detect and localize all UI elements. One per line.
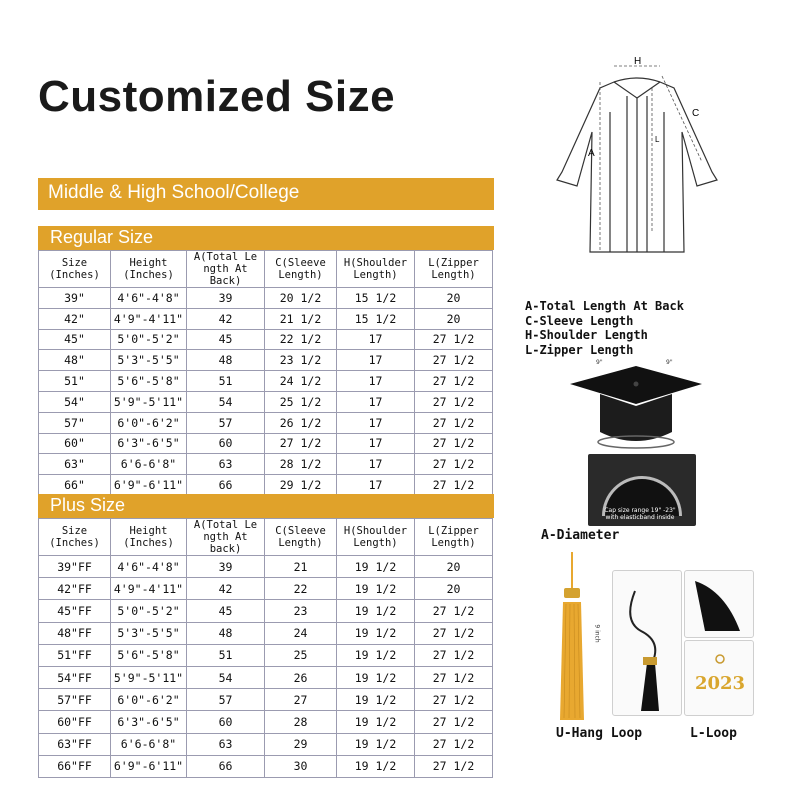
column-header: L(Zipper Length) [415, 251, 493, 288]
table-cell: 42" [39, 308, 111, 329]
cap-dim-left: 9" [596, 359, 603, 366]
table-cell: 6'6-6'8" [111, 454, 187, 475]
table-cell: 51"FF [39, 644, 111, 666]
table-row [39, 644, 493, 666]
legend-item: H-Shoulder Length [525, 328, 648, 342]
table-row [39, 600, 493, 622]
table-header-row [39, 519, 493, 556]
gown-label-a: A [588, 148, 595, 159]
table-cell: 17 [337, 350, 415, 371]
table-cell: 19 1/2 [337, 600, 415, 622]
table-cell: 23 1/2 [265, 350, 337, 371]
table-cell: 54 [187, 391, 265, 412]
table-cell: 66 [187, 475, 265, 496]
table-row [39, 733, 493, 755]
table-cell: 23 [265, 600, 337, 622]
table-cell: 57"FF [39, 689, 111, 711]
table-cell: 29 [265, 733, 337, 755]
table-row [39, 308, 493, 329]
page-title: Customized Size [38, 72, 396, 121]
category-banner: Middle & High School/College [38, 178, 494, 210]
table-cell: 21 [265, 556, 337, 578]
table-cell: 4'6"-4'8" [111, 556, 187, 578]
table-cell: 27 1/2 [415, 755, 493, 777]
table-row [39, 371, 493, 392]
table-cell: 6'9"-6'11" [111, 755, 187, 777]
table-cell: 22 [265, 578, 337, 600]
l-loop-label: L-Loop [690, 726, 737, 741]
table-cell: 30 [265, 755, 337, 777]
table-cell: 4'9"-4'11" [111, 578, 187, 600]
tassel-length-label: 9 inch [593, 624, 601, 643]
table-cell: 63"FF [39, 733, 111, 755]
table-row [39, 391, 493, 412]
table-cell: 54"FF [39, 666, 111, 688]
table-cell: 48 [187, 350, 265, 371]
tassel-image [552, 552, 592, 722]
table-row [39, 329, 493, 350]
table-row [39, 350, 493, 371]
table-cell: 51" [39, 371, 111, 392]
table-row [39, 454, 493, 475]
plus-size-heading: Plus Size [38, 494, 494, 518]
legend-item: C-Sleeve Length [525, 313, 634, 328]
table-row [39, 475, 493, 496]
table-cell: 66"FF [39, 755, 111, 777]
table-cell: 19 1/2 [337, 666, 415, 688]
table-cell: 57 [187, 689, 265, 711]
table-cell: 57" [39, 412, 111, 433]
table-row [39, 556, 493, 578]
gown-label-c: C [692, 108, 700, 119]
column-header: H(Shoulder Length) [337, 519, 415, 556]
table-cell: 48"FF [39, 622, 111, 644]
table-cell: 5'0"-5'2" [111, 329, 187, 350]
table-cell: 27 1/2 [415, 350, 493, 371]
table-cell: 5'3"-5'5" [111, 350, 187, 371]
table-cell: 39 [187, 288, 265, 309]
table-row [39, 578, 493, 600]
table-cell: 27 1/2 [415, 733, 493, 755]
table-cell: 17 [337, 329, 415, 350]
table-cell: 42 [187, 308, 265, 329]
table-row [39, 666, 493, 688]
table-cell: 63 [187, 733, 265, 755]
table-header-row [39, 251, 493, 288]
cap-dim-right: 9" [666, 359, 673, 366]
table-cell: 27 1/2 [415, 600, 493, 622]
table-cell: 19 1/2 [337, 622, 415, 644]
table-cell: 27 1/2 [415, 454, 493, 475]
gown-label-h: H [634, 56, 642, 67]
table-cell: 60 [187, 433, 265, 454]
table-cell: 6'3"-6'5" [111, 711, 187, 733]
table-cell: 39 [187, 556, 265, 578]
table-cell: 66" [39, 475, 111, 496]
column-header: C(Sleeve Length) [265, 519, 337, 556]
table-cell: 51 [187, 644, 265, 666]
table-cell: 5'6"-5'8" [111, 371, 187, 392]
table-cell: 20 [415, 578, 493, 600]
table-cell: 19 1/2 [337, 644, 415, 666]
table-cell: 20 [415, 288, 493, 309]
table-cell: 63" [39, 454, 111, 475]
column-header: Size (Inches) [39, 251, 111, 288]
table-cell: 19 1/2 [337, 711, 415, 733]
table-cell: 17 [337, 391, 415, 412]
column-header: Height (Inches) [111, 251, 187, 288]
tassel-closeup-image [684, 570, 754, 638]
table-cell: 63 [187, 454, 265, 475]
table-cell: 17 [337, 454, 415, 475]
table-cell: 6'3"-6'5" [111, 433, 187, 454]
table-cell: 27 1/2 [265, 433, 337, 454]
plus-size-table [38, 518, 493, 778]
table-cell: 27 1/2 [415, 689, 493, 711]
table-cell: 39" [39, 288, 111, 309]
table-cell: 19 1/2 [337, 556, 415, 578]
table-cell: 15 1/2 [337, 308, 415, 329]
table-cell: 42 [187, 578, 265, 600]
table-cell: 28 [265, 711, 337, 733]
table-cell: 24 [265, 622, 337, 644]
table-cell: 4'6"-4'8" [111, 288, 187, 309]
table-cell: 60 [187, 711, 265, 733]
table-cell: 57 [187, 412, 265, 433]
year-charm-image [684, 640, 754, 716]
table-cell: 26 1/2 [265, 412, 337, 433]
cap-size-note: Cap size range 19" -23" with elasticband inside [604, 507, 676, 521]
table-cell: 45 [187, 329, 265, 350]
table-cell: 17 [337, 412, 415, 433]
graduation-cap-image [566, 354, 706, 454]
table-cell: 66 [187, 755, 265, 777]
table-cell: 60" [39, 433, 111, 454]
table-cell: 27 1/2 [415, 391, 493, 412]
gown-label-l: L [655, 135, 660, 144]
legend-item: A-Total Length At Back [525, 299, 684, 313]
table-cell: 5'9"-5'11" [111, 391, 187, 412]
table-cell: 5'3"-5'5" [111, 622, 187, 644]
table-cell: 5'0"-5'2" [111, 600, 187, 622]
table-cell: 5'6"-5'8" [111, 644, 187, 666]
column-header: H(Shoulder Length) [337, 251, 415, 288]
table-cell: 27 [265, 689, 337, 711]
table-cell: 27 1/2 [415, 412, 493, 433]
table-cell: 48 [187, 622, 265, 644]
table-cell: 15 1/2 [337, 288, 415, 309]
table-cell: 19 1/2 [337, 755, 415, 777]
diameter-label: A-Diameter [541, 528, 620, 543]
regular-size-heading: Regular Size [38, 226, 494, 250]
table-cell: 6'9"-6'11" [111, 475, 187, 496]
table-cell: 20 1/2 [265, 288, 337, 309]
table-cell: 6'0"-6'2" [111, 412, 187, 433]
table-cell: 17 [337, 371, 415, 392]
table-cell: 24 1/2 [265, 371, 337, 392]
column-header: Height (Inches) [111, 519, 187, 556]
u-hang-loop-label: U-Hang Loop [556, 726, 643, 741]
u-hang-loop-image [612, 570, 682, 716]
table-cell: 27 1/2 [415, 433, 493, 454]
table-cell: 27 1/2 [415, 711, 493, 733]
regular-size-table [38, 250, 493, 496]
table-cell: 45 [187, 600, 265, 622]
table-cell: 42"FF [39, 578, 111, 600]
table-cell: 4'9"-4'11" [111, 308, 187, 329]
table-cell: 39"FF [39, 556, 111, 578]
gown-diagram [552, 52, 722, 262]
table-cell: 27 1/2 [415, 644, 493, 666]
measurement-legend [525, 299, 684, 357]
table-cell: 26 [265, 666, 337, 688]
table-cell: 48" [39, 350, 111, 371]
table-cell: 19 1/2 [337, 689, 415, 711]
table-cell: 60"FF [39, 711, 111, 733]
legend-item: L-Zipper Length [525, 342, 634, 357]
table-row [39, 288, 493, 309]
table-cell: 54" [39, 391, 111, 412]
table-cell: 5'9"-5'11" [111, 666, 187, 688]
column-header: C(Sleeve Length) [265, 251, 337, 288]
table-cell: 45" [39, 329, 111, 350]
table-cell: 29 1/2 [265, 475, 337, 496]
table-cell: 6'0"-6'2" [111, 689, 187, 711]
table-cell: 6'6-6'8" [111, 733, 187, 755]
table-row [39, 412, 493, 433]
table-cell: 27 1/2 [415, 666, 493, 688]
table-cell: 45"FF [39, 600, 111, 622]
table-cell: 27 1/2 [415, 622, 493, 644]
table-cell: 28 1/2 [265, 454, 337, 475]
table-cell: 22 1/2 [265, 329, 337, 350]
table-cell: 25 [265, 644, 337, 666]
table-row [39, 622, 493, 644]
table-cell: 27 1/2 [415, 329, 493, 350]
column-header: L(Zipper Length) [415, 519, 493, 556]
table-cell: 27 1/2 [415, 371, 493, 392]
table-cell: 51 [187, 371, 265, 392]
table-cell: 25 1/2 [265, 391, 337, 412]
table-cell: 19 1/2 [337, 578, 415, 600]
column-header: A(Total Le ngth At Back) [187, 251, 265, 288]
column-header: Size (Inches) [39, 519, 111, 556]
table-cell: 21 1/2 [265, 308, 337, 329]
column-header: A(Total Le ngth At back) [187, 519, 265, 556]
table-cell: 20 [415, 308, 493, 329]
table-cell: 17 [337, 475, 415, 496]
table-row [39, 711, 493, 733]
table-cell: 17 [337, 433, 415, 454]
year-charm-text: 2023 [694, 673, 746, 694]
table-cell: 19 1/2 [337, 733, 415, 755]
table-row [39, 433, 493, 454]
table-row [39, 689, 493, 711]
table-row [39, 755, 493, 777]
table-cell: 20 [415, 556, 493, 578]
table-cell: 27 1/2 [415, 475, 493, 496]
table-cell: 54 [187, 666, 265, 688]
